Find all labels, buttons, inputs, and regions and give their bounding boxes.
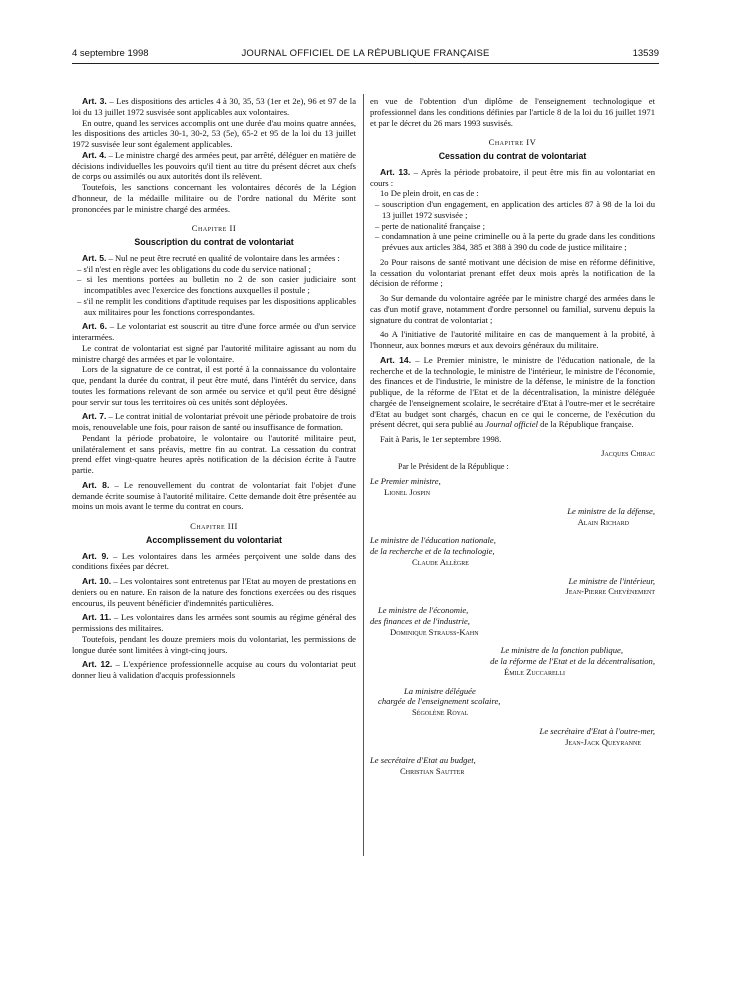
signatory-title: Le secrétaire d'Etat au budget, (370, 755, 476, 766)
signatory-name: Christian Sautter (400, 766, 465, 776)
article-10: Art. 10. – Les volontaires sont entretenus par l'Etat au moyen de prestations en deniers ou en nature. En raison de la nature des fonctions exercées ou des risques encourus, ils peuvent bénéficier d'indemnités particulières. (72, 576, 356, 608)
signatory-title: des finances et de l'industrie, (370, 615, 470, 626)
article-14: Art. 14. – Le Premier ministre, le ministre de l'éducation nationale, de la recherche et de la technologie, le ministre de l'intérieur, le ministre de l'économie, des finances et de l'industrie, le ministre de la défense, le ministre de la fonction publique, de la réforme de l'Etat et de la décentralisation, la ministre déléguée chargée de l'enseignement scolaire, le secrétaire d'Etat à l'outre-mer et le secrétaire d'Etat au budget sont chargés, chacun en ce qui le concerne, de l'exécution du présent décret, qui sera publié au Journal officiel de la République française. (370, 354, 655, 430)
signatory-name: Ségolène Royal (412, 707, 469, 717)
signatory-name: Lionel Jospin (384, 487, 431, 497)
chapter-3-title: Accomplissement du volontariat (146, 534, 282, 545)
chapter-4-title: Cessation du contrat de volontariat (438, 151, 587, 161)
article-11: Art. 11. – Les volontaires dans les armées sont soumis au régime général des permissions des militaires. (72, 612, 356, 633)
article-5: Art. 5. – Nul ne peut être recruté en qualité de volontaire dans les armées : (82, 252, 340, 263)
article-13: Art. 13. – Après la période probatoire, il peut être mis fin au volontariat en cours : (370, 166, 656, 188)
signatory-title: La ministre déléguée (404, 685, 476, 696)
signatory-title: Le ministre de la fonction publique, (500, 645, 623, 656)
article-13-point-2: 2o Pour raisons de santé motivant une décision de mise en réforme définitive, la cessation du volontariat prenant effet deux mois après la notification de la décision de réforme ; (370, 256, 655, 289)
signatory-title: de la réforme de l'Etat et de la décentralisation, (490, 656, 655, 666)
chapter-2-heading: Chapitre II (191, 223, 237, 234)
header-page-number: 13539 (632, 48, 659, 59)
header-date: 4 septembre 1998 (72, 48, 149, 59)
signatory-title: Le ministre de l'éducation nationale, (370, 535, 496, 546)
signatory-title: Le ministre de la défense, (567, 505, 655, 516)
signatory-title: Le Premier ministre, (370, 476, 441, 487)
signatory-title: Le ministre de l'intérieur, (568, 575, 655, 586)
page-header (72, 48, 659, 62)
article-8: Art. 8. – Le renouvellement du contrat de volontariat fait l'objet d'une demande écrite soumise à l'autorité militaire. Cette demande doit être présentée au moins un mois avant le terme du contrat en cours. (72, 479, 357, 512)
chapter-4-heading: Chapitre IV (488, 137, 537, 148)
signatory-title: Le ministre de l'économie, (378, 605, 469, 615)
article-12-continued: en vue de l'obtention d'un diplôme de l'enseignement technologique et professionnel dans les conditions définies par l'article 8 de la loi du 16 juillet 1971 et par le décret du 26 mars 1993 susvisés. (370, 96, 655, 128)
article-7: Art. 7. – Le contrat initial de volontariat prévoit une période probatoire de trois mois, renouvelable une fois, pour raison de santé ou insuffisance de formation. (72, 411, 356, 432)
par-le-president: Par le Président de la République : (398, 461, 509, 471)
left-column (72, 96, 356, 681)
article-13-point-4: 4o A l'initiative de l'autorité militaire en cas de manquement à la probité, à l'honneur, aux bonnes mœurs et aux devoirs généraux du militaire. (370, 329, 655, 350)
article-12: Art. 12. – L'expérience professionnelle acquise au cours du volontariat peut donner lieu à validation d'acquis professionnels (72, 659, 356, 680)
signatory-name: Jean-Pierre Chevènement (565, 586, 655, 597)
signatory-name: Alain Richard (577, 516, 629, 527)
article-13-point-1: 1o De plein droit, en cas de : (380, 188, 479, 199)
list-item: – souscription d'un engagement, en application des articles 87 à 98 de la loi du 13 juillet 1972 susvisée ; (375, 199, 655, 220)
chapter-2-title: Souscription du contrat de volontariat (134, 237, 294, 247)
signatory-name: Claude Allègre (412, 556, 469, 567)
article-4-para-2: Toutefois, les sanctions concernant les volontaires décorés de la Légion d'honneur, de la médaille militaire ou de l'ordre national du Mérite sont prononcées par le ministre chargé des armées. (72, 182, 356, 214)
article-4: Art. 4. – Le ministre chargé des armées peut, par arrêté, déléguer en matière de décisions individuelles les pouvoirs qu'il tient au titre du présent décret aux chefs de corps ou assimilés ou aux autorités dont ils relèvent. (72, 149, 356, 182)
list-item: – s'il ne remplit les conditions d'aptitude requises par les dispositions applicables aux militaires pour les fonctions correspondantes. (77, 295, 356, 317)
article-6-para-2: Le contrat de volontariat est signé par l'autorité militaire agissant au nom du ministre chargé des armées et par le volontaire. (72, 342, 356, 364)
list-item: – perte de nationalité française ; (375, 220, 485, 231)
signature-president: Jacques Chirac (601, 447, 655, 458)
signatory-title: chargée de l'enseignement scolaire, (378, 696, 501, 707)
signatory-title: de la recherche et de la technologie, (370, 546, 495, 556)
article-11-para-2: Toutefois, pendant les douze premiers mois du volontariat, les permissions de longue durée sont limitées à vingt-cinq jours. (72, 633, 356, 655)
list-item: – si les mentions portées au bulletin no 2 de son casier judiciaire sont incompatibles avec l'exercice des fonctions auxquelles il postule ; (77, 274, 356, 295)
header-rule (72, 63, 659, 64)
article-13-point-3: 3o Sur demande du volontaire agréée par le ministre chargé des armées dans le cas d'un motif grave, notamment d'ordre personnel ou familial, survenu depuis la signature du contrat de volontariat ; (370, 293, 655, 325)
article-7-para-2: Pendant la période probatoire, le volontaire ou l'autorité militaire peut, unilatéralement et sans préavis, mettre fin au contrat. La cessation du contrat prend effet vingt-quatre heures après notification de la décision écrite à l'autre partie. (72, 432, 356, 475)
list-item: – s'il n'est en règle avec les obligations du code du service national ; (77, 263, 311, 274)
signatory-name: Dominique Strauss-Kahn (390, 626, 479, 637)
column-divider (363, 94, 364, 856)
signatory-name: Émile Zuccarelli (504, 666, 565, 677)
article-6: Art. 6. – Le volontariat est souscrit au titre d'une force armée ou d'un service interarmées. (72, 321, 357, 342)
list-item: – condamnation à une peine criminelle ou à la perte du grade dans les conditions prévues aux articles 384, 385 et 388 à 390 du code de justice militaire ; (375, 231, 655, 252)
article-3-para-2: En outre, quand les services accomplis ont une durée d'au moins quatre années, les dispositions des articles 30-1, 30-2, 53 (5e), 65-2 et 95 de la loi du 13 juillet 1972 susvisée leur sont également applicables. (72, 117, 356, 149)
header-title: JOURNAL OFFICIEL DE LA RÉPUBLIQUE FRANÇAISE (241, 48, 490, 59)
chapter-3-heading: Chapitre III (190, 521, 238, 531)
signatory-title: Le secrétaire d'Etat à l'outre-mer, (539, 725, 655, 736)
article-9: Art. 9. – Les volontaires dans les armées perçoivent une solde dans des conditions fixées par décret. (72, 550, 357, 572)
signatory-name: Jean-Jack Queyranne (565, 736, 641, 747)
article-6-para-3: Lors de la signature de ce contrat, il est porté à la connaissance du volontaire que, pendant la durée du contrat, il peut être muté, dans l'intérêt du service, dans toutes les formations relevant de son armée ou service et qu'il peut être désigné pour servir sur tous les territoires où ces unités sont déployées. (72, 364, 356, 407)
article-3: Art. 3. – Les dispositions des articles 4 à 30, 35, 53 (1er et 2e), 96 et 97 de la loi du 13 juillet 1972 susvisée sont applicables aux volontaires. (72, 96, 357, 117)
right-column (370, 96, 655, 777)
signature-date: Fait à Paris, le 1er septembre 1998. (380, 434, 502, 444)
